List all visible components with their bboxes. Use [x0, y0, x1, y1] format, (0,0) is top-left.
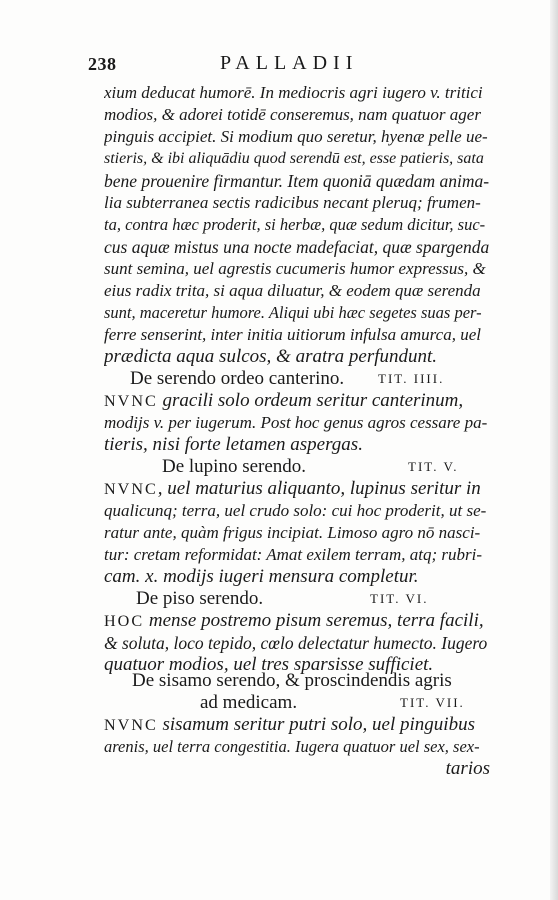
text-line: bene prouenire firmantur. Item quoniā quædam anima-: [104, 171, 490, 191]
running-title: PALLADII: [220, 52, 359, 74]
text-line: ferre senserint, inter initia uitiorum infulsa amurca, uel: [104, 325, 481, 344]
page-number: 238: [88, 54, 117, 74]
text-line: NVNC sisamum seritur putri solo, uel pinguibus: [104, 714, 475, 735]
text-line: sunt, maceretur humore. Aliqui ubi hæc segetes suas per-: [104, 303, 482, 322]
text-line: prædicta aqua sulcos, & aratra perfundunt.: [104, 346, 438, 367]
text-line: modijs v. per iugerum. Post hoc genus agros cessare pa-: [104, 413, 488, 432]
text-line: lia subterranea sectis radicibus necant pleruq; frumen-: [104, 193, 481, 212]
section-number: TIT. VII.: [400, 695, 465, 710]
text-line: arenis, uel terra congestitia. Iugera quatuor uel sex, sex-: [104, 737, 480, 756]
initial-word: HOC: [104, 613, 145, 630]
section-title: ad medicam.: [200, 692, 298, 713]
section-number: TIT. IIII.: [378, 371, 445, 386]
text-line: pinguis accipiet. Si modium quo seretur, hyenæ pelle ue-: [104, 127, 488, 146]
text-line: xium deducat humorē. In mediocris agri iugero v. tritici: [104, 83, 483, 102]
text-line: & soluta, loco tepido, cœlo delectatur humecto. Iugero: [104, 633, 488, 653]
page-gutter-shadow: [550, 0, 558, 900]
text-line: qualicunq; terra, uel crudo solo: cui hoc proderit, ut se-: [104, 501, 487, 520]
section-number: TIT. VI.: [370, 591, 429, 606]
text-line: HOC mense postremo pisum seremus, terra facili,: [104, 610, 484, 631]
text-line: tieris, nisi forte letamen aspergas.: [104, 434, 363, 455]
section-title: De serendo ordeo canterino.: [130, 368, 345, 389]
text-line: modios, & adorei totidē conseremus, nam quatuor ager: [104, 105, 481, 124]
text-line: ta, contra hæc proderit, si herbæ, quæ sedum dicitur, suc-: [104, 215, 486, 234]
section-title: De sisamo serendo, & proscindendis agris: [132, 670, 452, 691]
text-line: NVNC, uel maturius aliquanto, lupinus seritur in: [104, 478, 481, 499]
section-number: TIT. V.: [408, 459, 459, 474]
page-header: [88, 52, 488, 76]
section-title: De piso serendo.: [136, 588, 264, 609]
text-line: tur: cretam reformidat: Amat exilem terram, atq; rubri-: [104, 545, 483, 564]
text-line: NVNC gracili solo ordeum seritur canterinum,: [104, 390, 464, 411]
text-line: ratur ante, quàm frigus incipiat. Limoso agro nō nasci-: [104, 523, 481, 542]
text-line: stieris, & ibi aliquādiu quod serendū est, esse patieris, sata: [104, 150, 484, 167]
text-line: sunt semina, uel agrestis cucumeris humor expressus, &: [104, 259, 486, 278]
initial-word: NVNC: [104, 481, 158, 498]
text-line: cus aquæ mistus una nocte madefaciat, quæ spargenda: [104, 237, 490, 257]
section-title: De lupino serendo.: [162, 456, 307, 477]
text-line: quatuor modios, uel tres sparsisse sufficiet.: [104, 654, 434, 675]
catchword: tarios: [445, 758, 490, 779]
initial-word: NVNC: [104, 717, 158, 734]
initial-word: NVNC: [104, 393, 158, 410]
text-line: eius radix trita, si aqua diluatur, & eodem quæ serenda: [104, 281, 481, 300]
text-line: cam. x. modijs iugeri mensura completur.: [104, 566, 419, 587]
